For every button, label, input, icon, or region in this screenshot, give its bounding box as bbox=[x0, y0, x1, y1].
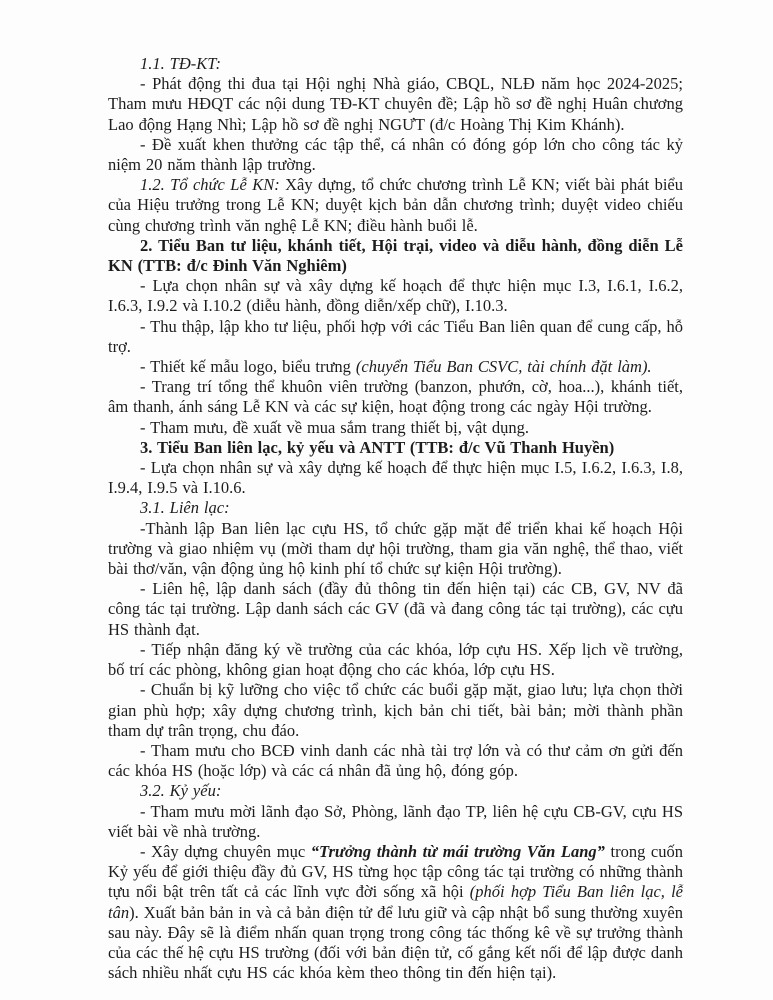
text-segment: (phối hợp Tiểu Ban liên lạc, lễ tân bbox=[108, 882, 683, 922]
text-segment: 3. Tiểu Ban liên lạc, kỷ yếu và ANTT (TTB: đ/c Vũ Thanh Huyền) bbox=[140, 437, 615, 457]
text-segment: (chuyển Tiểu Ban CSVC, tài chính đặt làm). bbox=[355, 357, 652, 377]
text-segment: ). Xuất bản bản in và cả bản điện tử để lưu giữ và cập nhật bổ sung thường xuyên sau này. Đây sẽ là điểm nhấn quan trọng trong công tác thống kê về sự trưởng thành của các thế hệ cựu HS trường (đối với bản điện tử, cố gắng kết nối để lập được danh sách nhiều nhất cựu HS các khóa kèm theo thông tin đến hiện tại). bbox=[108, 902, 683, 983]
text-segment: - Thiết kế mẫu logo, biểu trưng bbox=[140, 357, 356, 377]
text-segment: Xây dựng, tổ chức chương trình Lễ KN; viết bài phát biểu của Hiệu trưởng trong Lễ KN; duyệt kịch bản dẫn chương trình; duyệt video chiếu cùng chương trình văn nghệ Lễ KN; điều hành buổi lễ. bbox=[108, 175, 683, 235]
text-segment: - Tham mưu, đề xuất về mua sắm trang thiết bị, vật dụng. bbox=[140, 417, 529, 437]
para-tham-muu-bcd bbox=[108, 741, 683, 781]
heading-3-2-ky-yeu bbox=[108, 781, 683, 801]
text-segment: - Thu thập, lập kho tư liệu, phối hợp với các Tiểu Ban liên quan để cung cấp, hỗ trợ. bbox=[108, 316, 683, 356]
para-phat-dong bbox=[108, 74, 683, 135]
text-segment: - Tham mưu cho BCĐ vinh danh các nhà tài trợ lớn và có thư cảm ơn gửi đến các khóa HS (hoặc lớp) và các cá nhân đã ủng hộ, đóng góp. bbox=[108, 740, 683, 781]
text-segment: - Xây dựng chuyên mục bbox=[140, 841, 311, 861]
para-lien-he-lap-danh-sach bbox=[108, 579, 683, 640]
text-segment: - Đề xuất khen thưởng các tập thể, cá nhân có đóng góp lớn cho công tác kỷ niệm 20 năm thành lập trường. bbox=[108, 134, 683, 175]
text-segment: “Trưởng thành từ mái trường Văn Lang” bbox=[310, 841, 605, 861]
heading-3-1-lien-lac bbox=[108, 498, 683, 518]
para-tham-muu-moi-lanh-dao bbox=[108, 802, 683, 842]
text-segment: 3.1. Liên lạc: bbox=[140, 498, 230, 518]
para-chuan-bi-ky-luong bbox=[108, 680, 683, 741]
document-body bbox=[108, 54, 683, 983]
heading-2-tieu-ban-tu-lieu bbox=[108, 236, 683, 276]
para-thu-thap bbox=[108, 317, 683, 357]
para-trang-tri bbox=[108, 377, 683, 417]
para-thanh-lap-ban-lien-lac bbox=[108, 519, 683, 580]
para-thiet-ke-logo bbox=[108, 357, 683, 377]
text-segment: - Tiếp nhận đăng ký về trường của các khóa, lớp cựu HS. Xếp lịch về trường, bố trí các phòng, không gian hoạt động cho các khóa, lớp cựu HS. bbox=[108, 639, 683, 680]
text-segment: - Liên hệ, lập danh sách (đầy đủ thông tin đến hiện tại) các CB, GV, NV đã công tác tại trường. Lập danh sách các GV (đã và đang công tác tại trường), các cựu HS thành đạt. bbox=[108, 579, 683, 639]
text-segment: - Chuẩn bị kỹ lưỡng cho việc tổ chức các buổi gặp mặt, giao lưu; lựa chọn thời gian phù hợp; xây dựng chương trình, kịch bản chi tiết, bài bản; mời thành phần tham dự trân trọng, chu đáo. bbox=[108, 680, 683, 740]
heading-3-tieu-ban-lien-lac bbox=[108, 438, 683, 458]
para-lua-chon-nhan-su-3 bbox=[108, 458, 683, 498]
text-segment: -Thành lập Ban liên lạc cựu HS, tổ chức gặp mặt để triển khai kế hoạch Hội trường và giao nhiệm vụ (mời tham dự hội trường, tham gia văn nghệ, thể thao, viết bài thơ/văn, vận động ủng hộ kinh phí tổ chức sự kiện Hội trường). bbox=[108, 518, 683, 579]
text-segment: trong cuốn Kỷ yếu để giới thiệu đầy đủ GV, HS từng học tập công tác tại trường có những thành tựu nổi bật trên tất cả các lĩnh vực đời sống xã hội bbox=[108, 841, 683, 902]
text-segment: 1.1. TĐ-KT: bbox=[140, 54, 222, 73]
text-segment: 1.2. Tổ chức Lễ KN: bbox=[140, 175, 280, 195]
para-xay-dung-chuyen-muc bbox=[108, 842, 683, 983]
para-lua-chon-nhan-su-2 bbox=[108, 276, 683, 316]
heading-1-1 bbox=[108, 54, 683, 74]
para-tham-muu-mua-sam bbox=[108, 418, 683, 438]
text-segment: - Lựa chọn nhân sự và xây dựng kế hoạch để thực hiện mục I.3, I.6.1, I.6.2, I.6.3, I.9.2 và I.10.2 (diễu hành, đồng diễn/xếp chữ), I.10.3. bbox=[108, 276, 683, 316]
text-segment: - Tham mưu mời lãnh đạo Sở, Phòng, lãnh đạo TP, liên hệ cựu CB-GV, cựu HS viết bài về nhà trường. bbox=[108, 801, 683, 841]
text-segment: - Trang trí tổng thể khuôn viên trường (banzon, phướn, cờ, hoa...), khánh tiết, âm thanh, ánh sáng Lễ KN và các sự kiện, hoạt động trong các ngày Hội trường. bbox=[108, 377, 683, 417]
text-segment: 2. Tiểu Ban tư liệu, khánh tiết, Hội trại, video và diễu hành, đồng diễn Lễ KN (TTB: đ/c Đinh Văn Nghiêm) bbox=[108, 235, 683, 276]
text-segment: 3.2. Kỷ yếu: bbox=[140, 781, 222, 801]
para-de-xuat bbox=[108, 135, 683, 175]
text-segment: - Phát động thi đua tại Hội nghị Nhà giáo, CBQL, NLĐ năm học 2024-2025; Tham mưu HĐQT các nội dung TĐ-KT chuyên đề; Lập hồ sơ đề nghị Huân chương Lao động Hạng Nhì; Lập hồ sơ đề nghị NGƯT (đ/c Hoàng Thị Kim Khánh). bbox=[108, 74, 683, 134]
text-segment: - Lựa chọn nhân sự và xây dựng kế hoạch để thực hiện mục I.5, I.6.2, I.6.3, I.8, I.9.4, I.9.5 và I.10.6. bbox=[108, 458, 683, 498]
para-1-2-to-chuc-le-kn bbox=[108, 175, 683, 236]
para-tiep-nhan-dang-ky bbox=[108, 640, 683, 680]
